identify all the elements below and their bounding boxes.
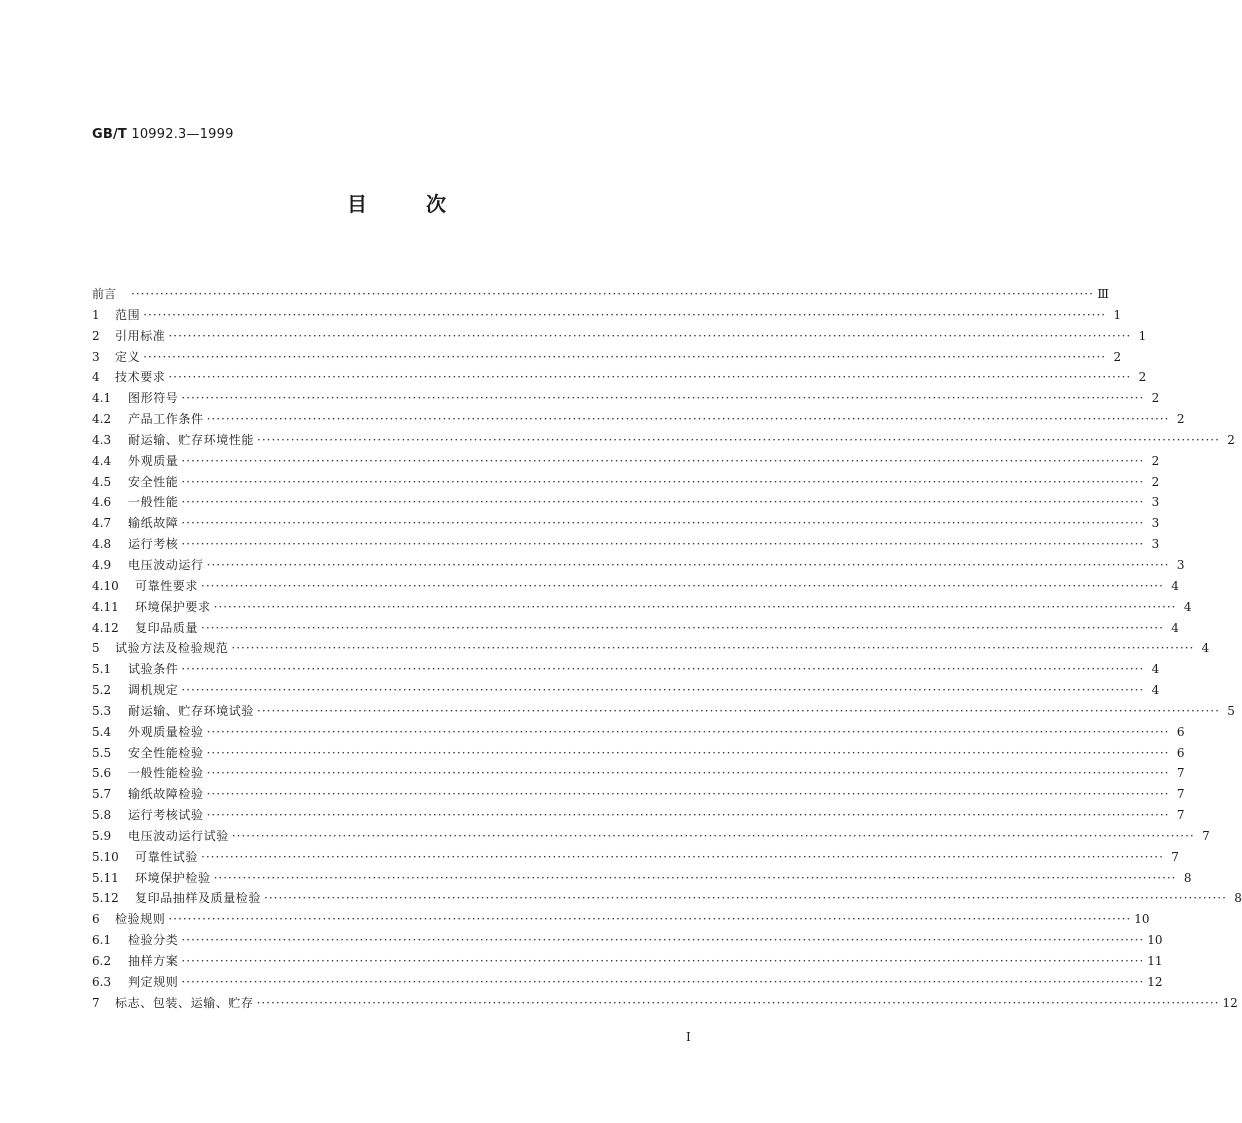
standard-number: 10992.3—1999 — [131, 127, 234, 142]
toc-entry-number: 5.6 — [92, 766, 112, 781]
toc-entry[interactable] — [92, 555, 1185, 576]
toc-entry-title: 检验分类 — [128, 933, 179, 948]
toc-dot-leader: ········································································································································································································ — [181, 662, 1145, 677]
toc-entry-title: 引用标准 — [115, 328, 166, 343]
toc-dot-leader: ········································································································································································································ — [201, 578, 1164, 593]
toc-dot-leader: ········································································································································································································ — [206, 745, 1170, 760]
toc-entry[interactable] — [92, 847, 1179, 868]
toc-entry-title: 检验规则 — [115, 912, 166, 927]
toc-entry-page: 5 — [1227, 703, 1235, 718]
toc-dot-leader: ········································································································································································································ — [231, 828, 1195, 843]
toc-entry-number: 5 — [92, 641, 100, 656]
toc-entry[interactable] — [92, 659, 1160, 680]
toc-entry-number: 5.7 — [92, 787, 112, 802]
toc-entry[interactable] — [92, 472, 1160, 493]
toc-entry-page: 12 — [1147, 974, 1163, 989]
toc-entry-title: 试验条件 — [128, 662, 179, 677]
toc-entry-page: 7 — [1176, 766, 1185, 781]
toc-entry[interactable] — [92, 909, 1150, 930]
page-title — [0, 188, 794, 217]
toc-entry[interactable] — [92, 701, 1235, 722]
toc-entry-number: 5.11 — [92, 870, 119, 885]
toc-entry-number: 6.3 — [92, 974, 112, 989]
toc-entry-page: 6 — [1176, 724, 1185, 739]
toc-dot-leader: ········································································································································································································ — [168, 912, 1132, 927]
toc-entry-title: 定义 — [115, 349, 141, 364]
toc-entry[interactable] — [92, 888, 1242, 909]
toc-entry-number: 5.4 — [92, 724, 112, 739]
toc-entry[interactable] — [92, 868, 1192, 889]
toc-entry-number: 1 — [92, 307, 100, 322]
toc-entry-page: 7 — [1176, 787, 1185, 802]
toc-entry-number: 6 — [92, 912, 100, 927]
toc-dot-leader: ········································································································································································································ — [213, 870, 1177, 885]
toc-entry-title: 安全性能检验 — [128, 745, 204, 760]
toc-entry-page: 8 — [1234, 891, 1242, 906]
toc-entry-page: 3 — [1176, 557, 1185, 572]
toc-entry-page: 12 — [1222, 995, 1238, 1010]
title-char-1: 目 — [347, 192, 368, 216]
toc-entry-page: 2 — [1151, 474, 1160, 489]
toc-entry[interactable] — [92, 430, 1235, 451]
toc-entry-title: 输纸故障 — [128, 516, 179, 531]
title-char-2: 次 — [426, 192, 447, 216]
standard-code — [92, 127, 234, 142]
toc-entry-page: 7 — [1171, 849, 1179, 864]
toc-entry[interactable] — [92, 513, 1160, 534]
toc-dot-leader: ········································································································································································································ — [206, 766, 1170, 781]
toc-entry[interactable] — [92, 951, 1163, 972]
toc-dot-leader: ········································································································································································································ — [181, 391, 1145, 406]
toc-entry-number: 4.11 — [92, 599, 119, 614]
toc-entry-number: 5.5 — [92, 745, 112, 760]
toc-entry-number: 前言 — [92, 287, 117, 301]
toc-entry-page: 10 — [1134, 912, 1150, 927]
toc-dot-leader: ········································································································································································································ — [213, 599, 1177, 614]
toc-entry-number: 4.2 — [92, 412, 112, 427]
toc-entry-number: 5.10 — [92, 849, 119, 864]
toc-entry-title: 一般性能 — [128, 495, 179, 510]
toc-entry-number: 4.5 — [92, 474, 112, 489]
toc-entry-title: 图形符号 — [128, 391, 179, 406]
toc-dot-leader: ········································································································································································································ — [168, 328, 1132, 343]
toc-dot-leader: ········································································································································································································ — [181, 974, 1145, 989]
toc-entry-number: 4.6 — [92, 495, 112, 510]
toc-entry[interactable] — [92, 347, 1122, 368]
toc-dot-leader: ········································································································································································································ — [264, 891, 1227, 906]
toc-entry-title: 电压波动运行试验 — [128, 828, 229, 843]
toc-entry-page: 7 — [1202, 828, 1210, 843]
toc-entry-page: 1 — [1113, 307, 1122, 322]
toc-entry[interactable] — [92, 305, 1122, 326]
toc-entry-title: 抽样方案 — [128, 954, 179, 968]
toc-entry-page: 4 — [1201, 641, 1210, 656]
standard-prefix: GB/T — [92, 127, 127, 142]
toc-dot-leader: ········································································································································································································ — [181, 537, 1145, 552]
toc-entry[interactable] — [92, 826, 1210, 847]
toc-dot-leader: ········································································································································································································ — [143, 349, 1107, 364]
toc-entry[interactable] — [92, 722, 1185, 743]
toc-dot-leader: ········································································································································································································ — [181, 933, 1145, 948]
toc-entry-page: 4 — [1171, 620, 1179, 635]
toc-entry-number: 5.9 — [92, 828, 112, 843]
toc-entry[interactable] — [92, 972, 1163, 993]
toc-entry-page: 3 — [1151, 516, 1160, 531]
toc-entry-page: 6 — [1176, 745, 1185, 760]
toc-entry[interactable] — [92, 680, 1160, 701]
toc-dot-leader: ········································································································································································································ — [206, 724, 1170, 739]
toc-dot-leader: ········································································································································································································ — [181, 453, 1145, 468]
toc-entry-number: 4.8 — [92, 537, 112, 552]
toc-entry-number: 5.1 — [92, 662, 112, 677]
toc-entry-number: 4.4 — [92, 453, 112, 468]
toc-dot-leader: ········································································································································································································ — [206, 787, 1170, 802]
toc-entry-title: 可靠性要求 — [135, 578, 199, 593]
toc-entry-number: 2 — [92, 328, 100, 343]
toc-entry-title: 环境保护检验 — [135, 870, 211, 885]
toc-entry-title: 判定规则 — [128, 974, 179, 989]
toc-entry-title: 环境保护要求 — [135, 599, 211, 614]
toc-entry-page: 2 — [1227, 432, 1235, 447]
toc-entry-page: 2 — [1113, 349, 1122, 364]
toc-entry-title: 运行考核 — [128, 537, 179, 552]
toc-entry-page: 4 — [1151, 662, 1160, 677]
toc-entry-page: 10 — [1147, 933, 1163, 948]
toc-entry[interactable] — [92, 451, 1160, 472]
toc-entry[interactable] — [92, 409, 1185, 430]
toc-entry[interactable] — [92, 743, 1185, 764]
toc-entry[interactable] — [92, 597, 1192, 618]
toc-entry-number: 7 — [92, 995, 100, 1010]
toc-entry-title: 调机规定 — [128, 683, 179, 698]
toc-dot-leader: ········································································································································································································ — [181, 954, 1145, 968]
toc-entry[interactable] — [92, 638, 1210, 659]
toc-entry-number: 5.2 — [92, 683, 112, 698]
toc-entry-title: 一般性能检验 — [128, 766, 204, 781]
toc-entry-title: 运行考核试验 — [128, 808, 204, 823]
toc-entry-number: 5.3 — [92, 703, 112, 718]
toc-entry-page: Ⅲ — [1097, 287, 1109, 301]
toc-entry[interactable] — [92, 805, 1185, 826]
toc-dot-leader: ········································································································································································································ — [206, 808, 1170, 823]
toc-entry-title: 外观质量检验 — [128, 724, 204, 739]
footer-page-number: I — [686, 1030, 691, 1044]
toc-entry-number: 6.1 — [92, 933, 112, 948]
toc-entry-page: 7 — [1176, 808, 1185, 823]
toc-entry-title: 复印品质量 — [135, 620, 199, 635]
toc-entry-page: 2 — [1151, 453, 1160, 468]
toc-dot-leader: ········································································································································································································ — [181, 683, 1145, 698]
toc-entry-page: 4 — [1151, 683, 1160, 698]
toc-entry-page: 3 — [1151, 537, 1160, 552]
toc-dot-leader: ········································································································································································································ — [257, 432, 1220, 447]
toc-entry-title: 技术要求 — [115, 370, 166, 385]
toc-entry[interactable] — [92, 993, 1238, 1014]
toc-dot-leader: ········································································································································································································ — [257, 703, 1220, 718]
toc-entry-title: 外观质量 — [128, 453, 179, 468]
toc-entry-number: 5.8 — [92, 808, 112, 823]
toc-dot-leader: ········································································································································································································ — [181, 474, 1145, 489]
toc-entry-title: 输纸故障检验 — [128, 787, 204, 802]
toc-entry-page: 2 — [1138, 370, 1147, 385]
toc-entry[interactable] — [92, 534, 1160, 555]
toc-entry-title: 试验方法及检验规范 — [115, 641, 229, 656]
toc-entry[interactable] — [92, 576, 1179, 597]
toc-dot-leader: ········································································································································································································ — [201, 849, 1164, 864]
toc-dot-leader: ········································································································································································································ — [168, 370, 1132, 385]
toc-dot-leader: ········································································································································································································ — [206, 412, 1170, 427]
toc-entry-number: 6.2 — [92, 954, 112, 968]
toc-entry-title: 耐运输、贮存环境性能 — [128, 432, 255, 447]
toc-dot-leader: ········································································································································································································ — [231, 641, 1195, 656]
toc-entry[interactable] — [92, 492, 1160, 513]
toc-entry-title: 可靠性试验 — [135, 849, 199, 864]
toc-entry-title: 标志、包装、运输、贮存 — [115, 995, 254, 1010]
toc-dot-leader: ········································································································································································································ — [181, 516, 1145, 531]
toc-entry[interactable] — [92, 284, 1109, 305]
toc-entry-number: 4.1 — [92, 391, 112, 406]
toc-entry-page: 4 — [1183, 599, 1192, 614]
toc-entry-title: 电压波动运行 — [128, 557, 204, 572]
toc-entry-number: 3 — [92, 349, 100, 364]
toc-entry-title: 产品工作条件 — [128, 412, 204, 427]
toc-entry-title: 复印品抽样及质量检验 — [135, 891, 262, 906]
toc-entry-number: 4.10 — [92, 578, 119, 593]
toc-entry-title: 范围 — [115, 307, 141, 322]
toc-entry-page: 4 — [1171, 578, 1179, 593]
toc-dot-leader: ········································································································································································································ — [131, 287, 1094, 301]
toc-entry-title: 安全性能 — [128, 474, 179, 489]
toc-entry-page: 3 — [1151, 495, 1160, 510]
toc-entry-number: 4.12 — [92, 620, 119, 635]
toc-dot-leader: ········································································································································································································ — [201, 620, 1164, 635]
toc-entry[interactable] — [92, 930, 1163, 951]
toc-entry[interactable] — [92, 784, 1185, 805]
toc-dot-leader: ········································································································································································································ — [143, 307, 1107, 322]
toc-entry-page: 8 — [1183, 870, 1192, 885]
toc-dot-leader: ········································································································································································································ — [181, 495, 1145, 510]
toc-dot-leader: ········································································································································································································ — [256, 995, 1220, 1010]
toc-entry[interactable] — [92, 388, 1160, 409]
toc-entry-number: 4 — [92, 370, 100, 385]
toc-entry-page: 1 — [1138, 328, 1147, 343]
table-of-contents — [92, 284, 1242, 1014]
toc-entry-number: 4.9 — [92, 557, 112, 572]
toc-entry[interactable] — [92, 618, 1179, 639]
toc-entry-title: 耐运输、贮存环境试验 — [128, 703, 255, 718]
toc-entry-number: 4.3 — [92, 432, 112, 447]
toc-entry-page: 11 — [1147, 954, 1163, 968]
toc-dot-leader: ········································································································································································································ — [206, 557, 1170, 572]
toc-entry[interactable] — [92, 367, 1147, 388]
toc-entry-number: 5.12 — [92, 891, 119, 906]
toc-entry[interactable] — [92, 763, 1185, 784]
toc-entry-page: 2 — [1176, 412, 1185, 427]
toc-entry-number: 4.7 — [92, 516, 112, 531]
toc-entry-page: 2 — [1151, 391, 1160, 406]
toc-entry[interactable] — [92, 326, 1147, 347]
